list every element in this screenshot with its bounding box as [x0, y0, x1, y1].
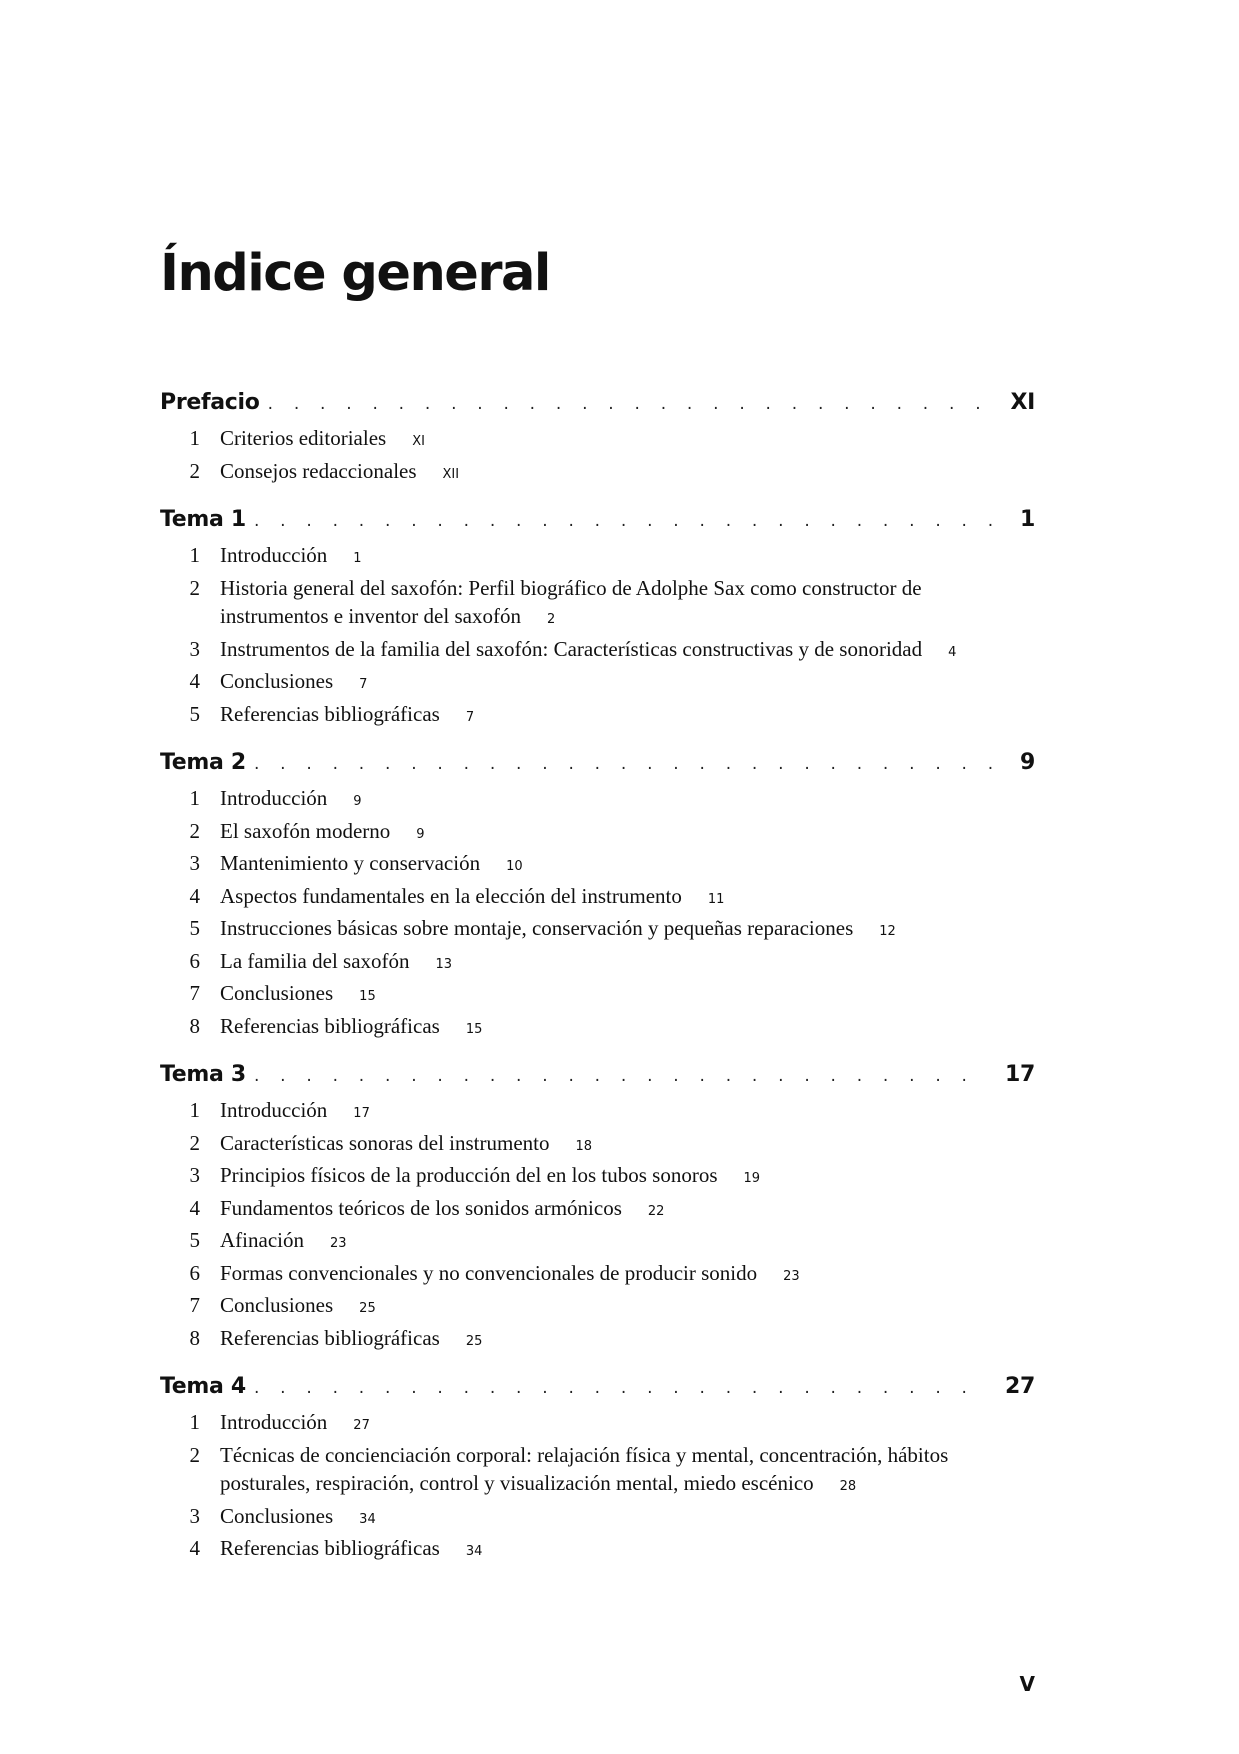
entry-title: Historia general del saxofón: Perfil biográfico de Adolphe Sax como constructor de instrumentos e inventor del saxofón	[220, 575, 922, 628]
entry-page-number: XI	[412, 434, 425, 449]
toc-entry[interactable]	[160, 1502, 1035, 1535]
page-number-footer: V	[1019, 1672, 1035, 1696]
entry-number: 2	[189, 1130, 200, 1155]
entry-title: Referencias bibliográficas	[220, 1325, 440, 1350]
entry-title: Características sonoras del instrumento	[220, 1130, 550, 1155]
toc-section-heading[interactable]	[160, 1374, 1035, 1408]
section-page-number: 27	[1004, 1374, 1035, 1399]
entry-title: Referencias bibliográficas	[220, 1013, 440, 1038]
entry-page-number: 9	[353, 794, 362, 809]
toc-entry[interactable]	[160, 784, 1035, 817]
entry-title: Introducción	[220, 543, 328, 567]
entry-title: Conclusiones	[220, 1293, 334, 1317]
dot-leader	[254, 1378, 989, 1398]
entry-number: 2	[189, 818, 200, 843]
toc-section-tema-2	[160, 750, 1035, 1044]
entry-title: Formas convencionales y no convencionales de producir sonido	[220, 1260, 758, 1285]
entry-title: Criterios editoriales	[220, 426, 387, 450]
entry-page-number: 17	[353, 1106, 370, 1121]
entry-page-number: 15	[359, 989, 376, 1004]
entry-page-number: 13	[435, 956, 453, 972]
toc-section-tema-4	[160, 1374, 1035, 1567]
entry-title: Introducción	[220, 1098, 328, 1122]
toc-entry[interactable]	[160, 1408, 1035, 1441]
toc-entry[interactable]	[160, 947, 1035, 980]
entry-page-number: XII	[442, 466, 460, 482]
toc-section-tema-1	[160, 507, 1035, 732]
toc-entry[interactable]	[160, 1534, 1035, 1567]
toc-entry[interactable]	[160, 1012, 1035, 1045]
page-title: Índice general	[160, 244, 550, 303]
entry-page-number: 10	[506, 859, 523, 874]
toc-entry[interactable]	[160, 1226, 1035, 1259]
entry-title: Instrucciones básicas sobre montaje, conservación y pequeñas reparaciones	[220, 916, 854, 940]
section-label: Prefacio	[160, 390, 260, 415]
entry-page-number: 18	[575, 1138, 593, 1154]
entry-page-number: 7	[465, 709, 475, 725]
entry-number: 7	[189, 1293, 200, 1317]
entry-page-number: 1	[353, 551, 362, 566]
entry-number: 5	[189, 1228, 200, 1252]
entry-title: Aspectos fundamentales en la elección del instrumento	[220, 883, 682, 908]
entry-number: 4	[189, 669, 200, 693]
toc-section-prefacio	[160, 390, 1035, 489]
entry-page-number: 11	[707, 891, 725, 907]
toc-entry[interactable]	[160, 882, 1035, 915]
toc-entry[interactable]	[160, 1194, 1035, 1227]
entry-number: 6	[189, 948, 200, 973]
entry-page-number: 15	[465, 1021, 483, 1037]
entry-number: 2	[189, 1442, 200, 1467]
entry-number: 8	[189, 1325, 200, 1350]
toc-entry[interactable]	[160, 635, 1035, 668]
toc-entry[interactable]	[160, 424, 1035, 457]
toc-entry[interactable]	[160, 457, 1035, 490]
section-page-number: XI	[1010, 390, 1035, 415]
entry-title: Introducción	[220, 786, 328, 810]
entry-number: 3	[189, 1163, 200, 1187]
entry-title: Referencias bibliográficas	[220, 1536, 440, 1560]
entry-page-number: 19	[743, 1171, 761, 1186]
section-label: Tema 3	[160, 1062, 246, 1087]
toc-section-heading[interactable]	[160, 390, 1035, 424]
entry-page-number: 7	[359, 677, 368, 692]
entry-number: 1	[189, 426, 200, 450]
entry-number: 5	[189, 916, 200, 940]
toc-section-heading[interactable]	[160, 1062, 1035, 1096]
toc-entry[interactable]	[160, 1441, 1035, 1502]
dot-leader	[254, 1066, 989, 1086]
entry-number: 2	[189, 575, 200, 600]
entry-number: 1	[189, 1410, 200, 1434]
entry-number: 1	[189, 786, 200, 810]
entry-number: 1	[189, 543, 200, 567]
dot-leader	[254, 754, 1004, 774]
dot-leader	[268, 394, 995, 414]
entry-page-number: 2	[546, 612, 556, 627]
toc-section-tema-3	[160, 1062, 1035, 1356]
section-label: Tema 4	[160, 1374, 246, 1399]
entry-number: 1	[189, 1098, 200, 1122]
entry-title: Referencias bibliográficas	[220, 701, 440, 726]
entry-title: La familia del saxofón	[220, 948, 410, 973]
entry-number: 7	[189, 981, 200, 1005]
entry-page-number: 23	[329, 1236, 347, 1251]
section-label: Tema 2	[160, 750, 246, 775]
entry-number: 4	[189, 1195, 200, 1220]
toc-entry[interactable]	[160, 667, 1035, 700]
entry-page-number: 23	[783, 1268, 800, 1284]
entry-title: Instrumentos de la familia del saxofón: Características constructivas y de sonoridad	[220, 636, 923, 661]
entry-title: Afinación	[220, 1228, 304, 1252]
entry-title: Introducción	[220, 1410, 328, 1434]
toc-entry[interactable]	[160, 1096, 1035, 1129]
toc-entry[interactable]	[160, 700, 1035, 733]
table-of-contents	[160, 390, 1035, 1585]
entry-page-number: 12	[879, 924, 896, 939]
entry-number: 5	[189, 701, 200, 726]
dot-leader	[254, 511, 1004, 531]
entry-title: Mantenimiento y conservación	[220, 851, 481, 875]
entry-title: Técnicas de concienciación corporal: relajación física y mental, concentración, hábitos posturales, respiración, control y visualización mental, miedo escénico	[220, 1442, 949, 1495]
toc-entry[interactable]	[160, 1129, 1035, 1162]
entry-page-number: 22	[647, 1203, 665, 1219]
entry-number: 2	[189, 458, 200, 483]
toc-entry[interactable]	[160, 914, 1035, 947]
toc-entry[interactable]	[160, 1291, 1035, 1324]
toc-entry[interactable]	[160, 574, 1035, 635]
entry-title: Conclusiones	[220, 981, 334, 1005]
toc-entry[interactable]	[160, 817, 1035, 850]
section-page-number: 1	[1019, 507, 1035, 532]
entry-title: El saxofón moderno	[220, 818, 391, 843]
entry-page-number: 34	[359, 1511, 376, 1527]
entry-title: Principios físicos de la producción del en los tubos sonoros	[220, 1163, 718, 1187]
entry-page-number: 28	[839, 1479, 857, 1494]
toc-entry[interactable]	[160, 541, 1035, 574]
entry-number: 4	[189, 883, 200, 908]
entry-number: 8	[189, 1013, 200, 1038]
entry-page-number: 25	[465, 1333, 483, 1349]
entry-title: Fundamentos teóricos de los sonidos armónicos	[220, 1195, 622, 1220]
toc-entry[interactable]	[160, 1324, 1035, 1357]
entry-number: 4	[189, 1536, 200, 1560]
section-page-number: 17	[1004, 1062, 1035, 1087]
entry-number: 3	[189, 851, 200, 875]
entry-number: 6	[189, 1260, 200, 1285]
entry-number: 3	[189, 636, 200, 661]
toc-section-heading[interactable]	[160, 750, 1035, 784]
section-page-number: 9	[1019, 750, 1035, 775]
toc-entry[interactable]	[160, 849, 1035, 882]
entry-page-number: 27	[353, 1418, 370, 1433]
entry-title: Conclusiones	[220, 1503, 334, 1528]
toc-entry[interactable]	[160, 1259, 1035, 1292]
toc-entry[interactable]	[160, 979, 1035, 1012]
toc-entry[interactable]	[160, 1161, 1035, 1194]
entry-page-number: 34	[465, 1544, 483, 1559]
entry-title: Conclusiones	[220, 669, 334, 693]
toc-section-heading[interactable]	[160, 507, 1035, 541]
entry-number: 3	[189, 1503, 200, 1528]
entry-page-number: 9	[416, 826, 425, 842]
entry-title: Consejos redaccionales	[220, 458, 417, 483]
section-label: Tema 1	[160, 507, 246, 532]
entry-page-number: 4	[948, 644, 957, 660]
entry-page-number: 25	[359, 1301, 376, 1316]
